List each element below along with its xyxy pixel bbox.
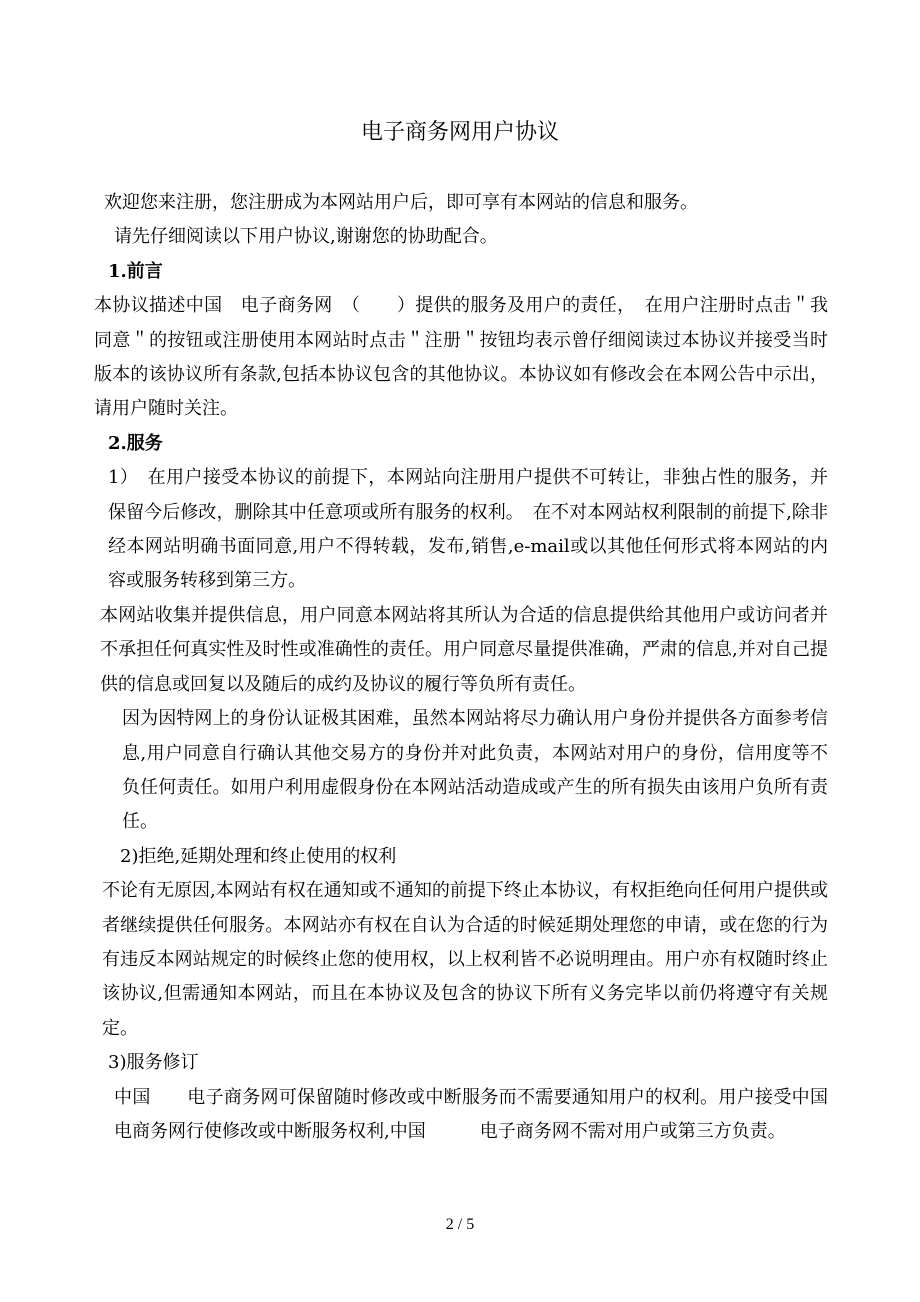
preface-paragraph: 本协议描述中国 电子商务网 （ ）提供的服务及用户的责任， 在用户注册时点击＂我同意＂的按钮或注册使用本网站时点击＂注册＂按钮均表示曾仔细阅读过本协议并接受当时版本的该协议所有条款,包括本协议包含的其他协议。本协议如有修改会在本网公告中示出，请用户随时关注。 [94,295,828,420]
section-heading-service: 2.服务 [108,432,163,454]
section-heading-preface: 1.前言 [108,260,163,282]
document-body [86,186,846,1149]
welcome-paragraph: 欢迎您来注册，您注册成为本网站用户后，即可享有本网站的信息和服务。 [104,192,698,213]
refusal-paragraph: 不论有无原因,本网站有权在通知或不通知的前提下终止本协议，有权拒绝向任何用户提供或者继续提供任何服务。本网站亦有权在自认为合适的时候延期处理您的申请，或在您的行为有违反本网站规定的时候终止您的使用权，以上权利皆不必说明理由。用户亦有权随时终止该协议,但需通知本网站，而且在本协议及包含的协议下所有义务完毕以前仍将遵守有关规定。 [102,880,828,1039]
read-notice-paragraph: 请先仔细阅读以下用户协议,谢谢您的协助配合。 [114,226,498,248]
service-paragraph-2: 本网站收集并提供信息，用户同意本网站将其所认为合适的信息提供给其他用户或访问者并不承担任何真实性及时性或准确性的责任。用户同意尽量提供准确，严肃的信息,并对自己提供的信息或回复以及随后的成约及协议的履行等负所有责任。 [100,604,828,695]
subsection-heading-refusal: 2)拒绝,延期处理和终止使用的权利 [120,845,397,867]
page-number: 2 / 5 [445,1216,475,1233]
subsection-heading-revision: 3)服务修订 [108,1052,199,1074]
revision-paragraph: 中国 电子商务网可保留随时修改或中断服务而不需要通知用户的权利。用户接受中国 电商务网行使修改或中断服务权利,中国 电子商务网不需对用户或第三方负责。 [114,1086,846,1142]
document-title: 电子商务网用户协议 [360,120,559,145]
service-paragraph-3: 因为因特网上的身份认证极其困难，虽然本网站将尽力确认用户身份并提供各方面参考信息,用户同意自行确认其他交易方的身份并对此负责，本网站对用户的身份，信用度等不负任何责任。如用户利用虚假身份在本网站活动造成或产生的所有损失由该用户负所有责任。 [122,708,828,833]
service-paragraph-1: 1） 在用户接受本协议的前提下，本网站向注册用户提供不可转让，非独占性的服务，并保留今后修改，删除其中任意项或所有服务的权利。 在不对本网站权利限制的前提下,除非经本网站明确书面同意,用户不得转载，发布,销售,e-mail或以其他任何形式将本网站的内容或服务转移到第三方。 [108,467,828,592]
